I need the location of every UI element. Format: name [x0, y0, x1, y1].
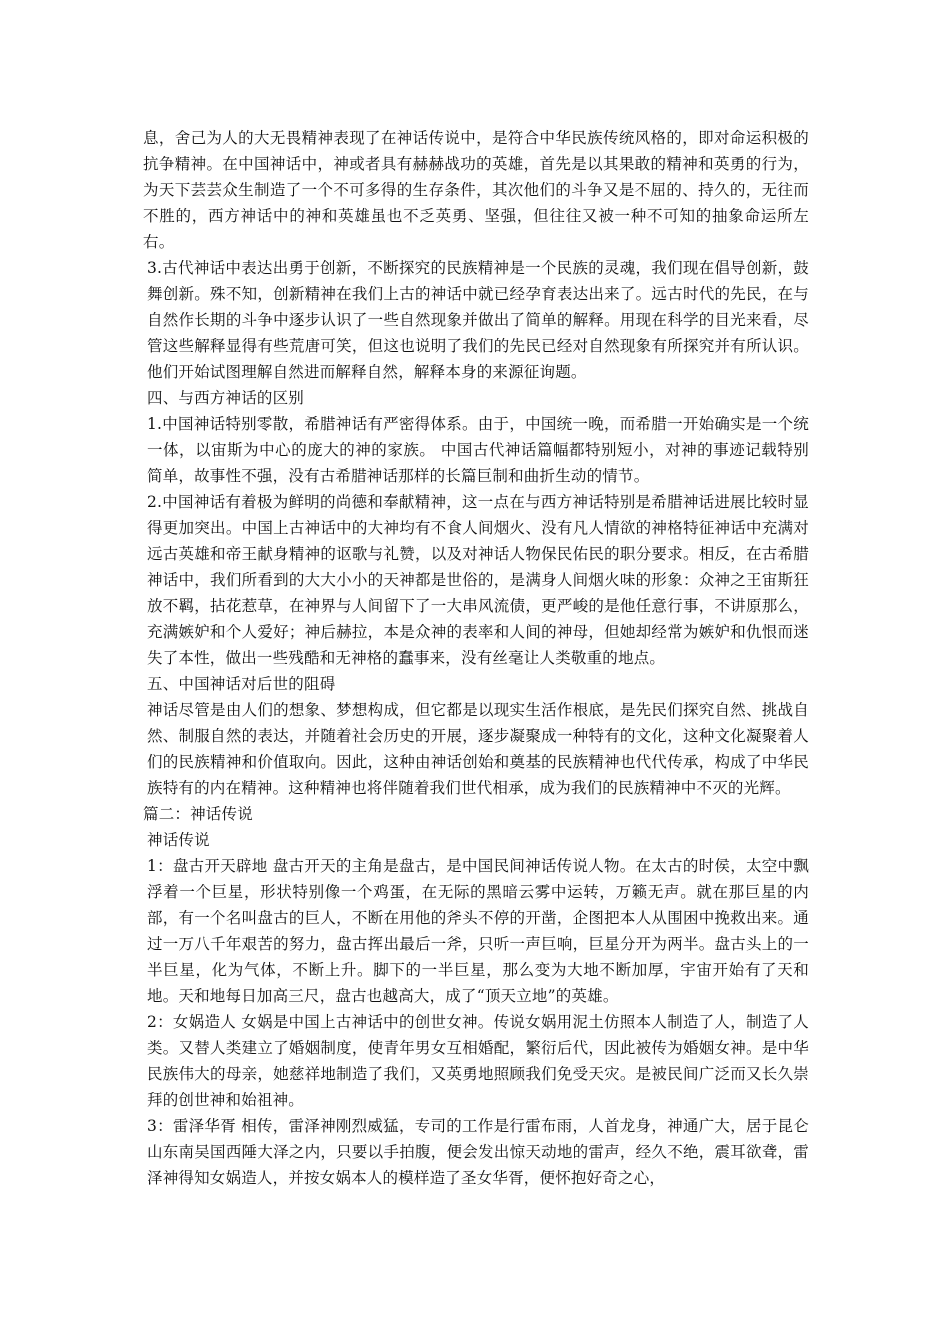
paragraph-virtue-devotion: 2.中国神话有着极为鲜明的尚德和奉献精神，这一点在与西方神话特别是希腊神话进展比较时显得更加突出。中国上古神话中的大神均有不食人间烟火、没有凡人情欲的神格特征神话中充满对远古英雄和帝王献身精神的讴歌与礼赞，以及对神话人物保民佑民的职分要求。相反，在古希腊神话中，我们所看到的大大小小的天神都是世俗的，是满身人间烟火味的形象：众神之王宙斯狂放不羁，拈花惹草，在神界与人间留下了一大串风流债，更严峻的是他任意行事，不讲原那么，充满嫉妒和个人爱好；神后赫拉，本是众神的表率和人间的神母，但她却经常为嫉妒和仇恨而迷失了本性，做出一些残酷和无神格的蠢事来，没有丝毫让人类敬重的地点。: [147, 493, 809, 667]
chapter-subtitle: 神话传说: [147, 831, 210, 849]
paragraph-innovation-spirit: 3.古代神话中表达出勇于创新，不断探究的民族精神是一个民族的灵魂，我们现在倡导创新，鼓舞创新。殊不知，创新精神在我们上古的神话中就已经孕育表达出来了。远古时代的先民，在与自然作长期的斗争中逐步认识了一些自然现象并做出了简单的解释。用现在科学的目光来看，尽管这些解释显得有些荒唐可笑，但这也说明了我们的先民已经对自然现象有所探究并有所认识。他们开始试图理解自然进而解释自然，解释本身的来源征询题。: [147, 259, 809, 381]
section-heading-western-differences: 四、与西方神话的区别: [147, 389, 305, 407]
chapter-heading-part-two: 篇二：神话传说: [143, 805, 253, 823]
document-body: [143, 125, 809, 1191]
paragraph-spirit-continuation: 息，舍己为人的大无畏精神表现了在神话传说中，是符合中华民族传统风格的，即对命运积极的抗争精神。在中国神话中，神或者具有赫赫战功的英雄，首先是以其果敢的精神和英勇的行为，为天下芸芸众生制造了一个不可多得的生存条件，其次他们的斗争又是不屈的、持久的，无往而不胜的，西方神话中的神和英雄虽也不乏英勇、坚强，但往往又被一种不可知的抽象命运所左右。: [143, 129, 809, 251]
paragraph-national-spirit: 神话尽管是由人们的想象、梦想构成，但它都是以现实生活作根底，是先民们探究自然、挑战自然、制服自然的表达，并随着社会历史的开展，逐步凝聚成一种特有的文化，这种文化凝聚着人们的民族精神和价值取向。因此，这种由神话创始和奠基的民族精神也代代传承，构成了中华民族特有的内在精神。这种精神也将伴随着我们世代相承，成为我们的民族精神中不灭的光辉。: [147, 701, 809, 797]
paragraph-nuwa: 2：女娲造人 女娲是中国上古神话中的创世女神。传说女娲用泥土仿照本人制造了人，制造了人类。又替人类建立了婚姻制度，使青年男女互相婚配，繁衍后代，因此被传为婚姻女神。是中华民族伟大的母亲，她慈祥地制造了我们，又英勇地照顾我们免受天灾。是被民间广泛而又长久崇拜的创世神和始祖神。: [147, 1013, 809, 1109]
paragraph-scattered-myths: 1.中国神话特别零散，希腊神话有严密得体系。由于，中国统一晚，而希腊一开始确实是一个统一体，以宙斯为中心的庞大的神的家族。 中国古代神话篇幅都特别短小，对神的事迹记载特别简单，故事性不强，没有古希腊神话那样的长篇巨制和曲折生动的情节。: [147, 415, 809, 485]
paragraph-pangu: 1：盘古开天辟地 盘古开天的主角是盘古，是中国民间神话传说人物。在太古的时侯，太空中飘浮着一个巨星，形状特别像一个鸡蛋，在无际的黑暗云雾中运转，万籁无声。就在那巨星的内部，有一个名叫盘古的巨人，不断在用他的斧头不停的开凿，企图把本人从围困中挽救出来。通过一万八千年艰苦的努力，盘古挥出最后一斧，只听一声巨响，巨星分开为两半。盘古头上的一半巨星，化为气体，不断上升。脚下的一半巨星，那么变为大地不断加厚，宇宙开始有了天和地。天和地每日加高三尺，盘古也越高大，成了“顶天立地”的英雄。: [147, 857, 809, 1005]
section-heading-influence: 五、中国神话对后世的阻碍: [147, 675, 336, 693]
paragraph-leize-huaxu: 3：雷泽华胥 相传，雷泽神刚烈威猛，专司的工作是行雷布雨，人首龙身，神通广大，居于昆仑山东南吴国西陲大泽之内，只要以手拍腹，便会发出惊天动地的雷声，经久不绝，震耳欲聋，雷泽神得知女娲造人，并按女娲本人的模样造了圣女华胥，便怀抱好奇之心，: [147, 1117, 809, 1187]
